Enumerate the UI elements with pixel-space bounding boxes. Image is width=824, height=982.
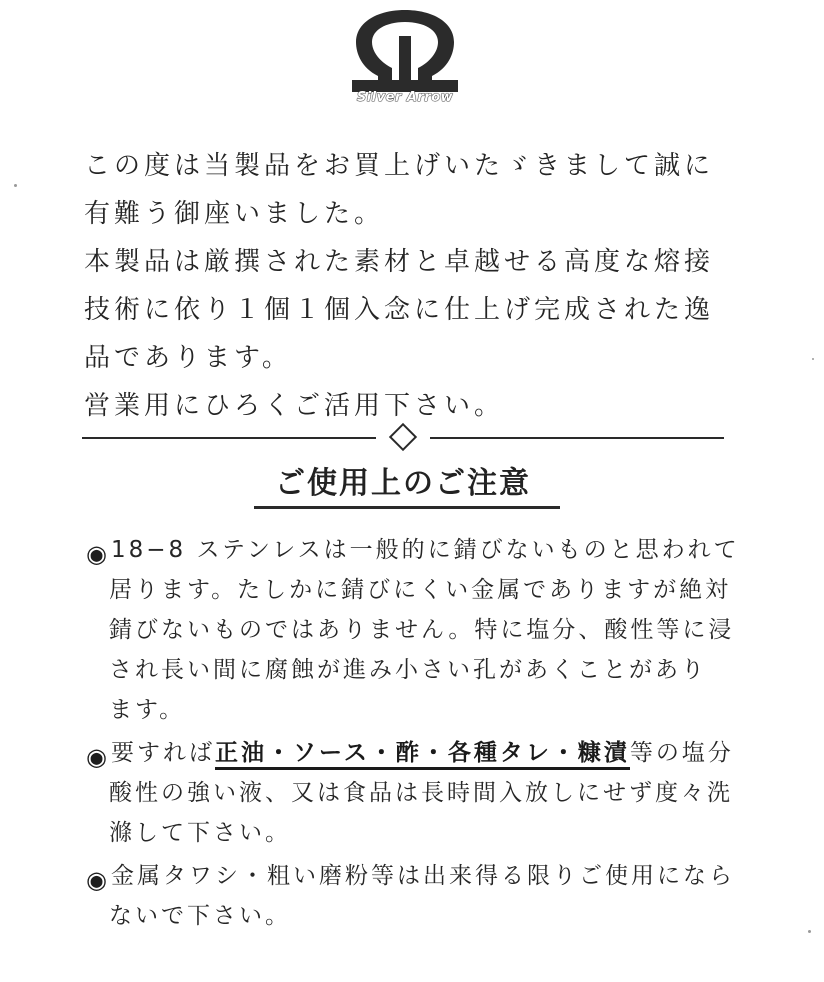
- note-line: 18−8 ステンレスは一般的に錆びないものと思われて: [111, 537, 740, 563]
- note-line: ないで下さい。: [109, 903, 291, 929]
- caution-notes: [86, 530, 746, 939]
- bullet-icon: ◉: [86, 866, 107, 894]
- intro-line: この度は当製品をお買上げいたゞきまして誠に: [84, 151, 715, 181]
- intro-line: 品であります。: [84, 343, 292, 373]
- divider-line-left: [82, 437, 376, 439]
- caution-note: [86, 530, 746, 730]
- title-underline: [254, 506, 560, 509]
- intro-text: [84, 142, 744, 430]
- intro-line: 本製品は厳撰された素材と卓越せる高度な熔接: [84, 247, 715, 277]
- caution-note: [86, 733, 746, 853]
- logo-wordmark: Silver Arrow: [356, 90, 454, 105]
- note-line: 錆びないものではありません。特に塩分、酸性等に浸: [109, 617, 735, 643]
- silver-arrow-logo: [350, 6, 460, 114]
- section-divider: [82, 422, 724, 452]
- bullet-icon: ◉: [86, 540, 107, 568]
- intro-line: 技術に依り１個１個入念に仕上げ完成された逸: [84, 295, 715, 325]
- note-line: ます。: [109, 697, 186, 723]
- scan-speck: [808, 930, 811, 933]
- caution-note: [86, 856, 746, 936]
- note-line: 金属タワシ・粗い磨粉等は出来得る限りご使用になら: [111, 863, 735, 889]
- note-line: 酸性の強い液、又は食品は長時間入放しにせず度々洗: [109, 780, 733, 806]
- note-line: 居ります。たしかに錆びにくい金属でありますが絶対: [109, 577, 732, 603]
- scan-speck: [14, 184, 17, 187]
- omega-arrow-logo-icon: [350, 6, 460, 92]
- note-suffix: 等の塩分: [629, 740, 734, 766]
- highlighted-foods: 正油・ソース・酢・各種タレ・糠漬: [215, 740, 630, 770]
- note-line: [86, 733, 746, 773]
- note-line: 滌して下さい。: [109, 820, 291, 846]
- diamond-icon: [389, 423, 417, 451]
- note-prefix: 要すれば: [111, 740, 215, 766]
- note-line: され長い間に腐蝕が進み小さい孔があくことがあり: [109, 657, 707, 683]
- section-title: ご使用上のご注意: [275, 466, 531, 501]
- intro-line: 営業用にひろくご活用下さい。: [84, 391, 505, 421]
- bullet-icon: ◉: [86, 743, 107, 771]
- intro-line: 有難う御座いました。: [84, 199, 385, 229]
- divider-line-right: [430, 437, 724, 439]
- scan-speck: [812, 358, 814, 360]
